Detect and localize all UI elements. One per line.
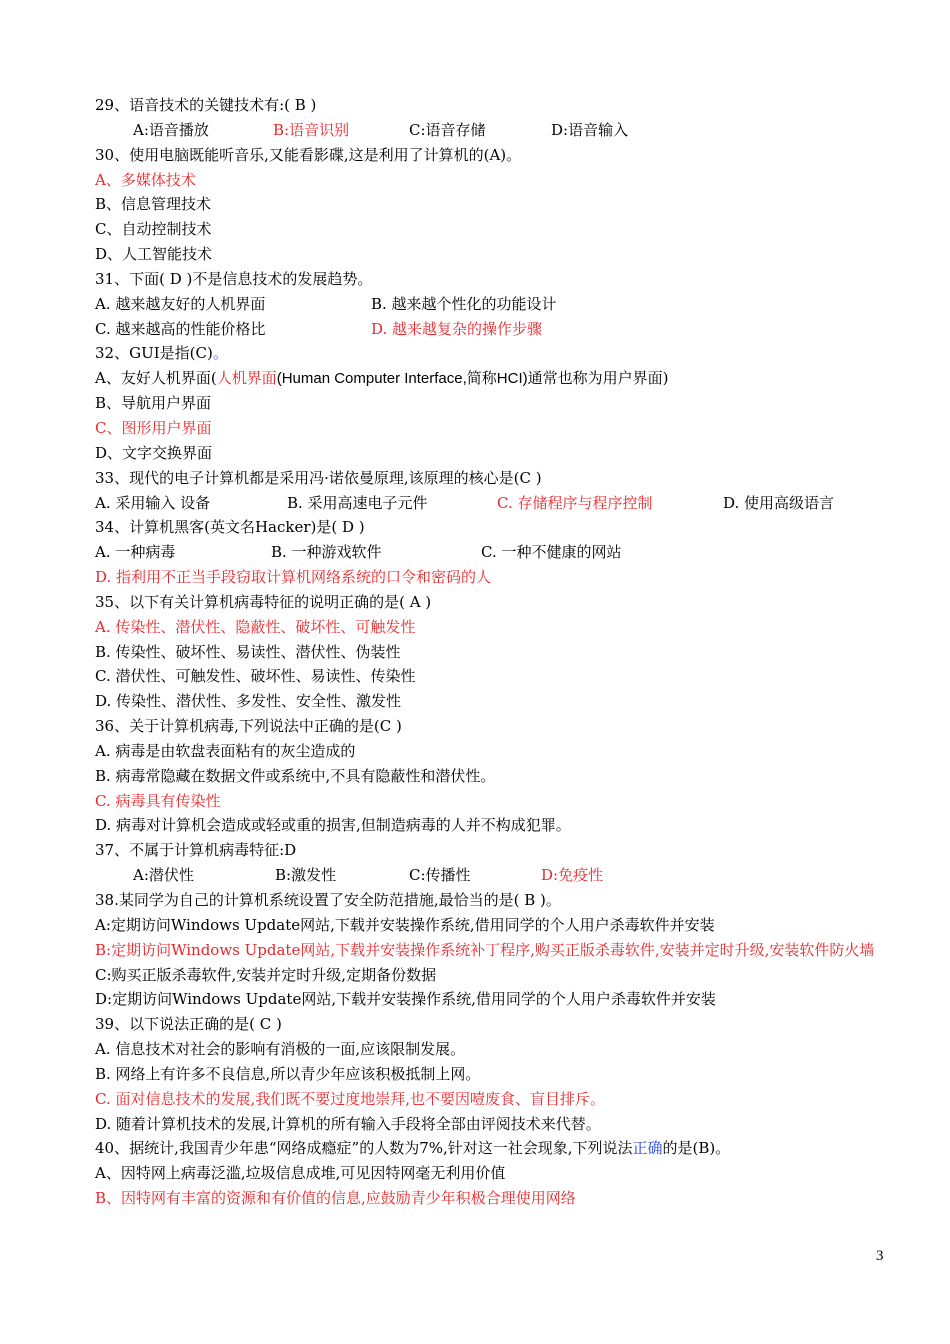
option-c: C. 潜伏性、可触发性、破坏性、易读性、传染性 (95, 667, 416, 686)
option-d: D. 传染性、潜伏性、多发性、安全性、激发性 (95, 692, 402, 711)
question-29-options (95, 118, 895, 143)
option-b: B. 一种游戏软件 (271, 543, 382, 562)
question-32: 32、GUI是指(C)。 (95, 344, 228, 363)
option-a: A、友好人机界面(人机界面(Human Computer Interface,简称HCI)通常也称为用户界面) (95, 369, 669, 388)
option-d: D. 使用高级语言 (723, 493, 835, 512)
option-c: C、自动控制技术 (95, 220, 212, 239)
option-d-answer: D:免疫性 (541, 866, 604, 885)
option-a: A:潜伏性 (133, 866, 194, 885)
question-34-options (95, 540, 895, 565)
option-b: B:激发性 (275, 866, 337, 885)
option-b: B. 网络上有许多不良信息,所以青少年应该积极抵制上网。 (95, 1064, 481, 1083)
option-c-answer: C. 病毒具有传染性 (95, 791, 221, 810)
question-list (95, 93, 895, 1211)
question-40: 40、据统计,我国青少年患“网络成瘾症”的人数为7%,针对这一社会现象,下列说法正确的是(B)。 (95, 1139, 731, 1158)
option-c: C:购买正版杀毒软件,安装并定时升级,定期备份数据 (95, 965, 437, 984)
question-29: 29、语音技术的关键技术有:( B ) (95, 96, 317, 114)
option-b: B. 病毒常隐藏在数据文件或系统中,不具有隐蔽性和潜伏性。 (95, 766, 496, 785)
option-a: A. 信息技术对社会的影响有消极的一面,应该限制发展。 (95, 1040, 466, 1059)
option-c-answer: C、图形用户界面 (95, 418, 212, 437)
option-b: B、信息管理技术 (95, 195, 212, 214)
question-37: 37、不属于计算机病毒特征:D (95, 841, 297, 860)
option-b: B. 越来越个性化的功能设计 (371, 294, 557, 313)
option-d: D、人工智能技术 (95, 245, 213, 264)
question-35: 35、以下有关计算机病毒特征的说明正确的是( A ) (95, 592, 432, 611)
option-a: A:语音播放 (133, 120, 209, 139)
question-30: 30、使用电脑既能听音乐,又能看影碟,这是利用了计算机的(A)。 (95, 145, 522, 164)
option-b: B. 采用高速电子元件 (287, 493, 428, 512)
option-d-answer: D. 指利用不正当手段窃取计算机网络系统的口令和密码的人 (95, 568, 492, 587)
option-b: B、导航用户界面 (95, 394, 212, 413)
option-a-answer: A、多媒体技术 (95, 170, 196, 189)
page-number: 3 (876, 1248, 884, 1264)
option-c: C. 越来越高的性能价格比 (95, 319, 266, 338)
option-d: D:定期访问Windows Update网站,下载并安装操作系统,借用同学的个人用户杀毒软件并安装 (95, 990, 716, 1009)
option-a: A、因特网上病毒泛滥,垃圾信息成堆,可见因特网毫无利用价值 (95, 1164, 506, 1183)
question-31: 31、下面( D )不是信息技术的发展趋势。 (95, 269, 373, 288)
option-d: D:语音输入 (551, 120, 629, 139)
question-36: 36、关于计算机病毒,下列说法中正确的是(C ) (95, 717, 402, 736)
question-33: 33、现代的电子计算机都是采用冯·诺依曼原理,该原理的核心是(C ) (95, 468, 542, 487)
option-c: C:语音存储 (409, 120, 486, 139)
option-d: D、文字交换界面 (95, 443, 213, 462)
option-a: A. 一种病毒 (95, 543, 176, 562)
question-37-options (95, 863, 895, 888)
option-b: B. 传染性、破坏性、易读性、潜伏性、伪装性 (95, 642, 401, 661)
question-38: 38.某同学为自己的计算机系统设置了安全防范措施,最恰当的是( B )。 (95, 891, 561, 909)
question-33-options (95, 491, 895, 516)
option-c: C. 一种不健康的网站 (481, 543, 622, 562)
question-31-options-ab (95, 292, 895, 317)
question-34: 34、计算机黑客(英文名Hacker)是( D ) (95, 518, 365, 537)
option-a-answer: A. 传染性、潜伏性、隐蔽性、破坏性、可触发性 (95, 617, 416, 636)
option-d-answer: D. 越来越复杂的操作步骤 (371, 319, 543, 338)
option-d: D. 随着计算机技术的发展,计算机的所有输入手段将全部由评阅技术来代替。 (95, 1114, 601, 1133)
option-b-answer: B、因特网有丰富的资源和有价值的信息,应鼓励青少年积极合理使用网络 (95, 1189, 576, 1208)
option-a: A. 病毒是由软盘表面粘有的灰尘造成的 (95, 741, 356, 760)
question-31-options-cd (95, 317, 895, 342)
option-d: D. 病毒对计算机会造成或轻或重的损害,但制造病毒的人并不构成犯罪。 (95, 816, 571, 835)
option-b-answer: B:语音识别 (273, 120, 350, 139)
option-c: C:传播性 (409, 866, 471, 885)
option-b-answer: B:定期访问Windows Update网站,下载并安装操作系统补丁程序,购买正版杀毒软件,安装并定时升级,安装软件防火墙 (95, 940, 875, 959)
question-39: 39、以下说法正确的是( C ) (95, 1015, 282, 1034)
option-c-answer: C. 存储程序与程序控制 (497, 493, 653, 512)
option-c-answer: C. 面对信息技术的发展,我们既不要过度地崇拜,也不要因噎废食、盲目排斥。 (95, 1089, 606, 1108)
option-a: A. 越来越友好的人机界面 (95, 294, 266, 313)
option-a: A:定期访问Windows Update网站,下载并安装操作系统,借用同学的个人用户杀毒软件并安装 (95, 915, 715, 934)
option-a: A. 采用输入 设备 (95, 493, 211, 512)
